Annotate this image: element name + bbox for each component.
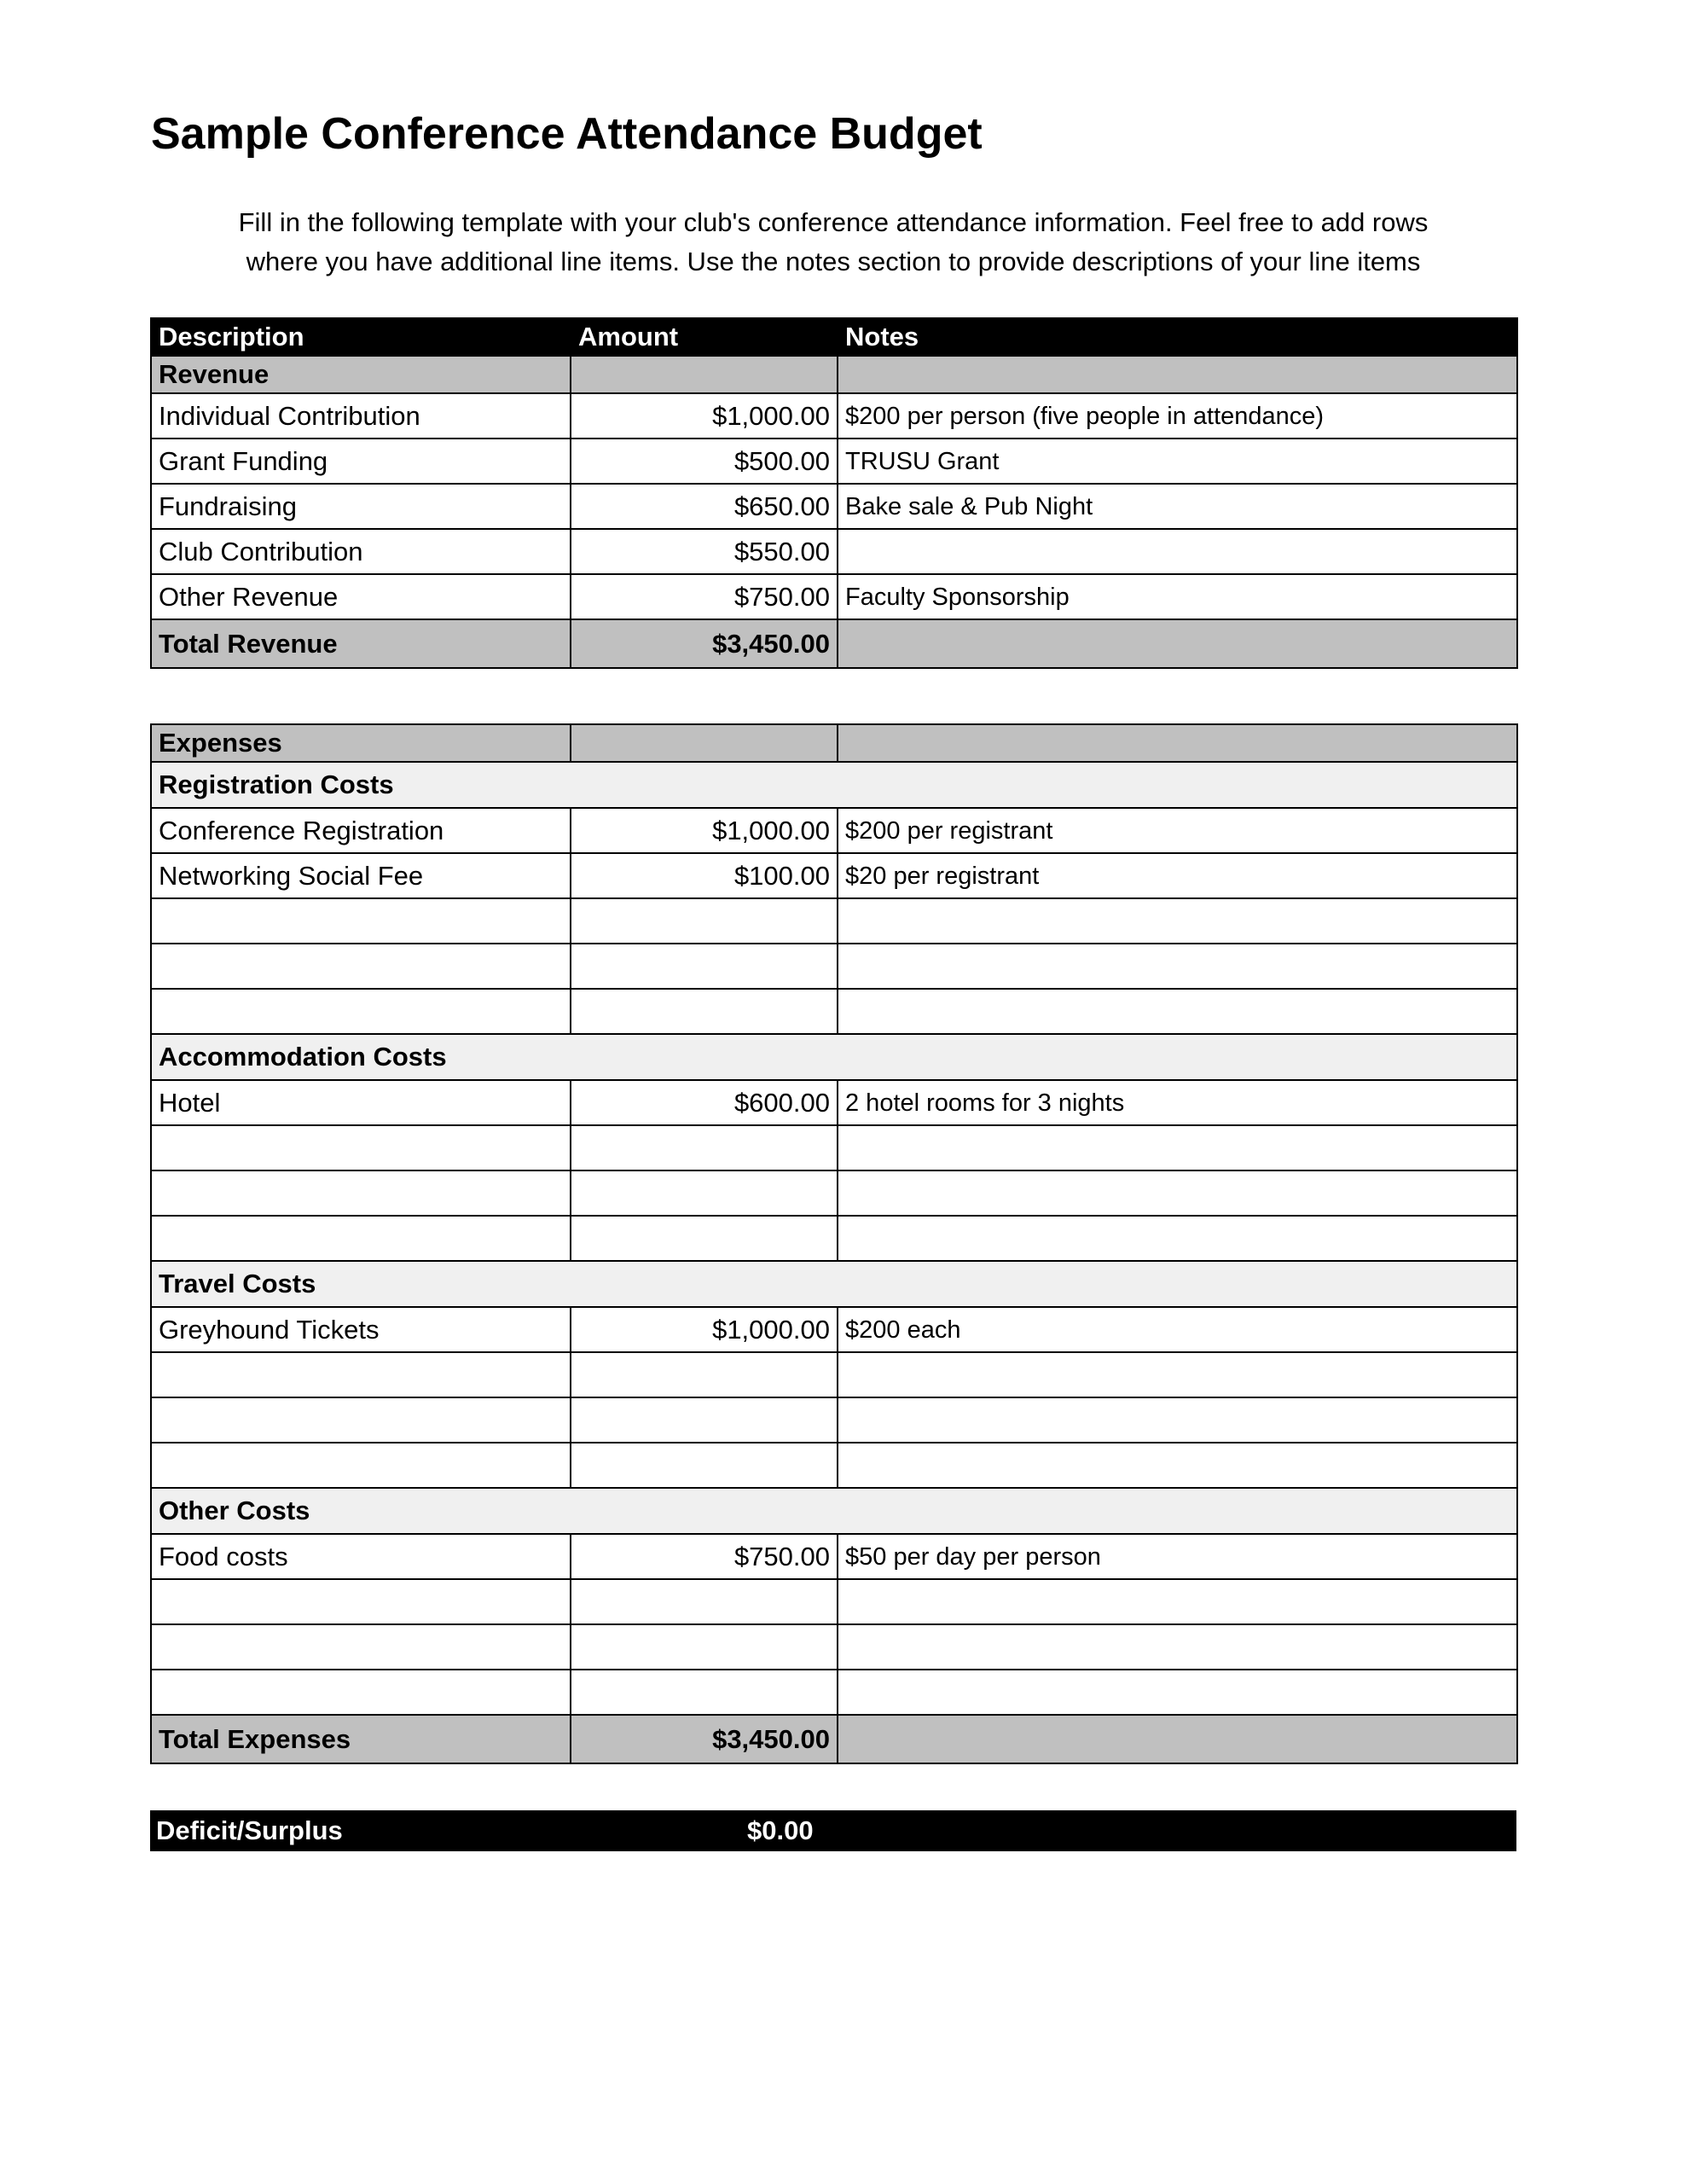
amount-cell[interactable]: $750.00 [571, 1534, 838, 1579]
table-header-row [151, 318, 1517, 356]
note-cell[interactable]: $200 each [838, 1307, 1517, 1352]
subsection-row-accommodation [151, 1034, 1517, 1080]
amount-cell[interactable]: $1,000.00 [571, 393, 838, 439]
description-cell[interactable] [151, 1125, 571, 1170]
intro-text [151, 203, 1516, 282]
amount-cell[interactable] [571, 989, 838, 1034]
description-cell[interactable] [151, 1443, 571, 1488]
note-cell[interactable] [838, 1352, 1517, 1397]
note-cell[interactable]: $20 per registrant [838, 853, 1517, 898]
note-cell[interactable]: $200 per person (five people in attendance) [838, 393, 1517, 439]
amount-cell[interactable] [571, 1352, 838, 1397]
amount-cell[interactable] [571, 1443, 838, 1488]
amount-cell[interactable]: $750.00 [571, 574, 838, 619]
description-cell[interactable]: Conference Registration [151, 808, 571, 853]
empty-row [151, 1624, 1517, 1670]
total-expenses-amount: $3,450.00 [571, 1715, 838, 1763]
table-row [151, 1080, 1517, 1125]
description-cell[interactable]: Greyhound Tickets [151, 1307, 571, 1352]
section-label: Expenses [151, 724, 571, 762]
note-cell[interactable]: $200 per registrant [838, 808, 1517, 853]
note-cell[interactable] [838, 898, 1517, 944]
description-cell[interactable] [151, 1579, 571, 1624]
amount-cell[interactable] [571, 356, 838, 393]
note-cell[interactable] [838, 1624, 1517, 1670]
description-cell[interactable]: Hotel [151, 1080, 571, 1125]
description-cell[interactable]: Individual Contribution [151, 393, 571, 439]
note-cell[interactable] [838, 619, 1517, 668]
table-row [151, 529, 1517, 574]
subsection-row-registration [151, 762, 1517, 808]
note-cell[interactable] [838, 1125, 1517, 1170]
description-cell[interactable]: Fundraising [151, 484, 571, 529]
intro-line-2: where you have additional line items. Use the notes section to provide descriptions of your line items [246, 247, 1421, 276]
note-cell[interactable] [838, 1170, 1517, 1216]
table-row [151, 393, 1517, 439]
note-cell[interactable] [838, 1715, 1517, 1763]
amount-cell[interactable] [571, 1170, 838, 1216]
deficit-surplus-amount: $0.00 [747, 1815, 814, 1845]
amount-cell[interactable]: $500.00 [571, 439, 838, 484]
note-cell[interactable]: Faculty Sponsorship [838, 574, 1517, 619]
intro-line-1: Fill in the following template with your club's conference attendance information. Feel free to add rows [238, 207, 1429, 237]
table-row [151, 574, 1517, 619]
amount-cell[interactable]: $1,000.00 [571, 1307, 838, 1352]
empty-row [151, 898, 1517, 944]
empty-row [151, 1397, 1517, 1443]
empty-row [151, 1352, 1517, 1397]
subsection-label: Accommodation Costs [151, 1034, 1517, 1080]
description-cell[interactable]: Networking Social Fee [151, 853, 571, 898]
note-cell[interactable] [838, 989, 1517, 1034]
empty-row [151, 1216, 1517, 1261]
description-cell[interactable] [151, 1624, 571, 1670]
note-cell[interactable] [838, 529, 1517, 574]
table-row [151, 439, 1517, 484]
note-cell[interactable]: Bake sale & Pub Night [838, 484, 1517, 529]
table-row [151, 1307, 1517, 1352]
expenses-table [150, 723, 1518, 1764]
description-cell[interactable] [151, 989, 571, 1034]
column-header-amount: Amount [571, 318, 838, 356]
column-header-description: Description [151, 318, 571, 356]
empty-row [151, 944, 1517, 989]
note-cell[interactable] [838, 1579, 1517, 1624]
column-header-notes: Notes [838, 318, 1517, 356]
description-cell[interactable]: Club Contribution [151, 529, 571, 574]
note-cell[interactable]: $50 per day per person [838, 1534, 1517, 1579]
description-cell[interactable] [151, 1170, 571, 1216]
note-cell[interactable]: 2 hotel rooms for 3 nights [838, 1080, 1517, 1125]
section-label: Revenue [151, 356, 571, 393]
amount-cell[interactable] [571, 1216, 838, 1261]
subsection-label: Registration Costs [151, 762, 1517, 808]
empty-row [151, 1670, 1517, 1715]
description-cell[interactable] [151, 1397, 571, 1443]
table-row [151, 484, 1517, 529]
total-revenue-amount: $3,450.00 [571, 619, 838, 668]
empty-row [151, 1443, 1517, 1488]
total-revenue-row [151, 619, 1517, 668]
note-cell[interactable] [838, 1216, 1517, 1261]
page-title: Sample Conference Attendance Budget [151, 109, 983, 159]
note-cell[interactable] [838, 1670, 1517, 1715]
amount-cell[interactable] [571, 898, 838, 944]
subsection-row-travel [151, 1261, 1517, 1307]
note-cell[interactable] [838, 356, 1517, 393]
description-cell[interactable] [151, 1670, 571, 1715]
total-expenses-label: Total Expenses [151, 1715, 571, 1763]
table-row [151, 808, 1517, 853]
note-cell[interactable] [838, 724, 1517, 762]
note-cell[interactable] [838, 944, 1517, 989]
note-cell[interactable] [838, 1397, 1517, 1443]
empty-row [151, 1170, 1517, 1216]
description-cell[interactable] [151, 1352, 571, 1397]
subsection-label: Other Costs [151, 1488, 1517, 1534]
table-row [151, 853, 1517, 898]
amount-cell[interactable]: $100.00 [571, 853, 838, 898]
amount-cell[interactable] [571, 1624, 838, 1670]
amount-cell[interactable]: $600.00 [571, 1080, 838, 1125]
amount-cell[interactable] [571, 1579, 838, 1624]
deficit-surplus-label: Deficit/Surplus [156, 1815, 343, 1845]
table-row [151, 1534, 1517, 1579]
description-cell[interactable] [151, 1216, 571, 1261]
amount-cell[interactable] [571, 944, 838, 989]
expenses-section-row [151, 724, 1517, 762]
empty-row [151, 1579, 1517, 1624]
description-cell[interactable]: Food costs [151, 1534, 571, 1579]
total-revenue-label: Total Revenue [151, 619, 571, 668]
amount-cell[interactable] [571, 1397, 838, 1443]
amount-cell[interactable] [571, 724, 838, 762]
description-cell[interactable]: Grant Funding [151, 439, 571, 484]
amount-cell[interactable] [571, 1670, 838, 1715]
subsection-label: Travel Costs [151, 1261, 1517, 1307]
description-cell[interactable]: Other Revenue [151, 574, 571, 619]
empty-row [151, 989, 1517, 1034]
amount-cell[interactable]: $1,000.00 [571, 808, 838, 853]
revenue-section-row [151, 356, 1517, 393]
total-expenses-row [151, 1715, 1517, 1763]
description-cell[interactable] [151, 944, 571, 989]
empty-row [151, 1125, 1517, 1170]
amount-cell[interactable]: $650.00 [571, 484, 838, 529]
deficit-surplus-bar [150, 1810, 1516, 1851]
note-cell[interactable]: TRUSU Grant [838, 439, 1517, 484]
subsection-row-other [151, 1488, 1517, 1534]
amount-cell[interactable] [571, 1125, 838, 1170]
amount-cell[interactable]: $550.00 [571, 529, 838, 574]
note-cell[interactable] [838, 1443, 1517, 1488]
description-cell[interactable] [151, 898, 571, 944]
revenue-table [150, 317, 1518, 669]
